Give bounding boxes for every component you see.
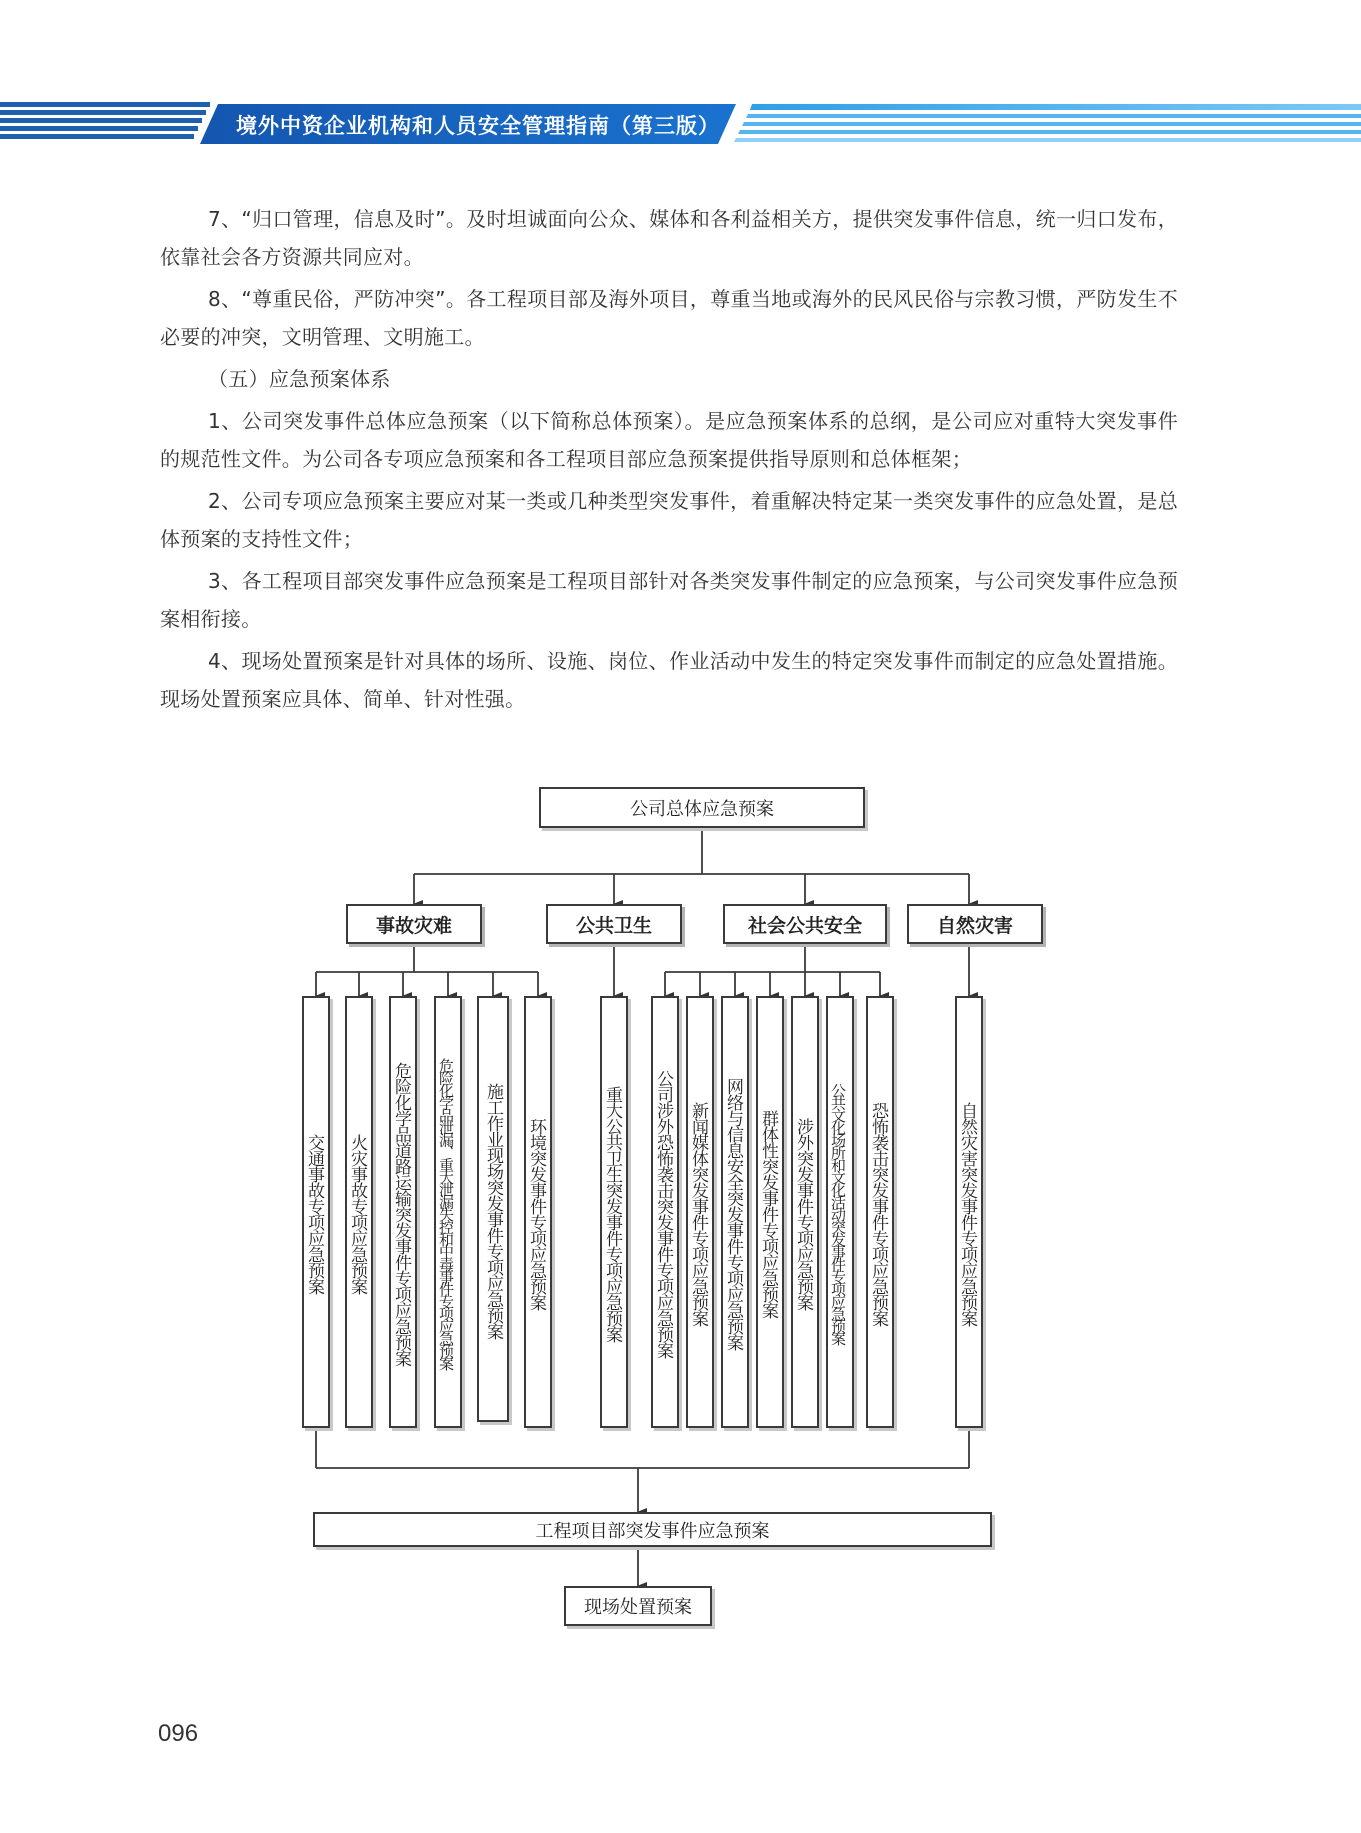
plan-box-natural-disaster: 自然灾害突发事件专项应急预案	[955, 996, 983, 1428]
category-public-safety-box: 社会公共安全	[723, 904, 887, 944]
onsite-plan-box: 现场处置预案	[564, 1586, 712, 1626]
plan-box-foreign-terror: 公司涉外恐怖袭击突发事件专项应急预案	[651, 996, 679, 1428]
plan-box-hazmat-leak: 危险化学品泄漏、重大泄漏失控和中毒事件专项应急预案	[434, 996, 462, 1428]
plan-box-public-health: 重大公共卫生突发事件专项应急预案	[600, 996, 628, 1428]
plan-box-network-security: 网络与信息安全突发事件专项应急预案	[721, 996, 749, 1428]
project-plan-box: 工程项目部突发事件应急预案	[313, 1512, 992, 1547]
right-stripes	[734, 104, 1361, 142]
page-number: 096	[158, 1720, 199, 1747]
plan-box-foreign-related: 涉外突发事件专项应急预案	[791, 996, 819, 1428]
plan-box-fire: 火灾事故专项应急预案	[345, 996, 373, 1428]
plan-box-construction: 施工作业现场突发事件专项应急预案	[477, 996, 509, 1422]
plan-box-terror-attack: 恐怖袭击突发事件专项应急预案	[866, 996, 894, 1428]
plan-box-cultural-venue: 公共文化场所和文化活动突发事件专项应急预案	[826, 996, 854, 1428]
paragraph: 8、“尊重民俗，严防冲突”。各工程项目部及海外项目，尊重当地或海外的民风民俗与宗教习惯，严防发生不必要的冲突，文明管理、文明施工。	[160, 287, 1178, 349]
category-accident-box: 事故灾难	[346, 904, 482, 944]
paragraph: 4、现场处置预案是针对具体的场所、设施、岗位、作业活动中发生的特定突发事件而制定的应急处置措施。现场处置预案应具体、简单、针对性强。	[160, 649, 1178, 711]
plan-box-traffic: 交通事故专项应急预案	[302, 996, 330, 1428]
body-text	[160, 200, 1178, 718]
page-header	[0, 0, 1361, 160]
header-title: 境外中资企业机构和人员安全管理指南（第三版）	[236, 114, 720, 138]
overall-plan-box: 公司总体应急预案	[539, 787, 865, 828]
paragraph: 2、公司专项应急预案主要应对某一类或几种类型突发事件，着重解决特定某一类突发事件的应急处置，是总体预案的支持性文件；	[160, 489, 1178, 551]
category-public-health-box: 公共卫生	[546, 904, 682, 944]
plan-box-hazmat-transport: 危险化学品道路运输突发事件专项应急预案	[389, 996, 417, 1428]
plan-box-environment: 环境突发事件专项应急预案	[524, 996, 552, 1428]
plan-box-mass-incident: 群体性突发事件专项应急预案	[756, 996, 784, 1428]
category-natural-disaster-box: 自然灾害	[907, 904, 1043, 944]
section-heading: （五）应急预案体系	[208, 367, 391, 391]
plan-box-news-media: 新闻媒体突发事件专项应急预案	[686, 996, 714, 1428]
paragraph: 3、各工程项目部突发事件应急预案是工程项目部针对各类突发事件制定的应急预案，与公司突发事件应急预案相衔接。	[160, 569, 1178, 631]
paragraph: 1、公司突发事件总体应急预案（以下简称总体预案）。是应急预案体系的总纲，是公司应对重特大突发事件的规范性文件。为公司各专项应急预案和各工程项目部应急预案提供指导原则和总体框架；	[160, 409, 1178, 471]
paragraph: 7、“归口管理，信息及时”。及时坦诚面向公众、媒体和各利益相关方，提供突发事件信息，统一归口发布，依靠社会各方资源共同应对。	[160, 207, 1178, 269]
left-stripes	[0, 102, 210, 139]
